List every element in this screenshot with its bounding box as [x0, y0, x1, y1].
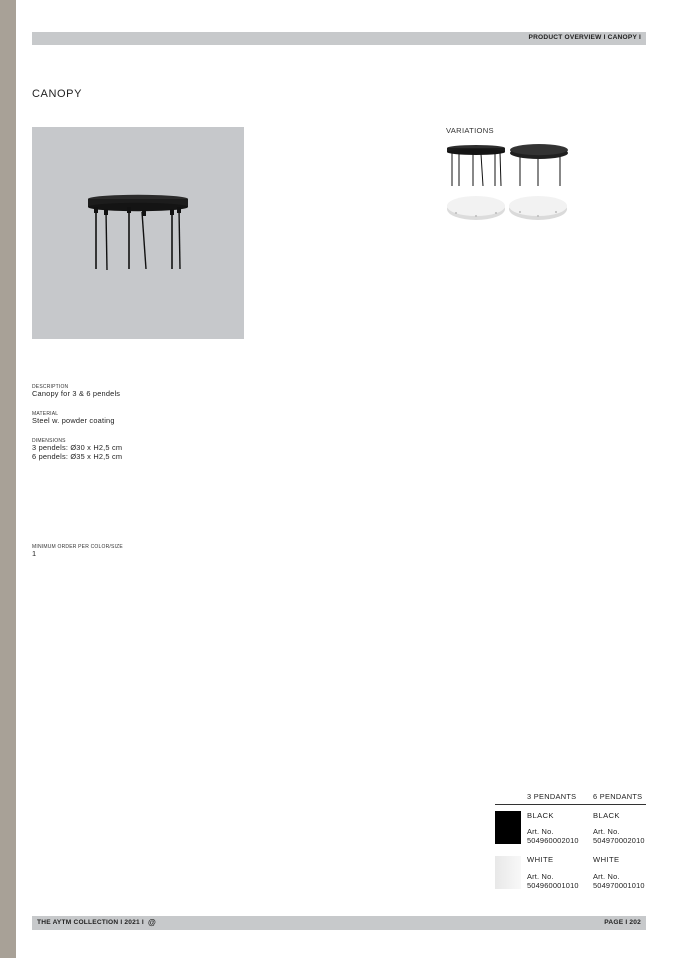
dimensions-line-1: 3 pendels: Ø30 x H2,5 cm [32, 443, 123, 452]
canopy-illustration [32, 127, 244, 339]
product-hero-image [32, 127, 244, 339]
row-white-col2-art-no: 504970001010 [593, 881, 645, 890]
row-white-col1-color: WHITE [527, 855, 554, 864]
row-black-col2-color: BLACK [593, 811, 620, 820]
variation-black-3 [510, 144, 568, 186]
row-black-col2-art-label: Art. No. [593, 827, 620, 836]
swatch-white [495, 856, 521, 889]
header-bar [32, 32, 646, 45]
variations-thumbnails [446, 140, 571, 226]
footer-page-number: PAGE I 202 [604, 919, 641, 926]
instagram-icon[interactable]: @ [148, 918, 156, 927]
swatch-black [495, 811, 521, 844]
col-header-6-pendants: 6 PENDANTS [593, 792, 643, 801]
description-value: Canopy for 3 & 6 pendels [32, 389, 121, 398]
row-black-col2-art-no: 504970002010 [593, 836, 645, 845]
footer-bar [32, 916, 646, 930]
row-white-col1-art-no: 504960001010 [527, 881, 579, 890]
row-white-col1-art-label: Art. No. [527, 872, 554, 881]
page-title: CANOPY [32, 88, 83, 100]
variation-white-3 [509, 196, 567, 220]
material-label: MATERIAL [32, 411, 59, 417]
row-white-col2-art-label: Art. No. [593, 872, 620, 881]
row-black-col1-art-no: 504960002010 [527, 836, 579, 845]
col-header-3-pendants: 3 PENDANTS [527, 792, 577, 801]
dimensions-line-2: 6 pendels: Ø35 x H2,5 cm [32, 451, 123, 461]
spec-description [32, 384, 120, 399]
side-strip [0, 0, 16, 958]
row-black-col1-art-label: Art. No. [527, 827, 554, 836]
variation-black-6 [447, 145, 505, 186]
header-divider [495, 804, 646, 805]
variation-white-6 [447, 196, 505, 220]
variations-label: VARIATIONS [446, 126, 494, 135]
header-breadcrumb: PRODUCT OVERVIEW I CANOPY I [528, 34, 641, 41]
footer-collection: THE AYTM COLLECTION I 2021 I [37, 919, 144, 926]
min-order-label: MINIMUM ORDER PER COLOR/SIZE [32, 544, 123, 550]
spec-dimensions [32, 438, 122, 461]
spec-material [32, 411, 115, 426]
variants-table [495, 790, 646, 895]
row-white-col2-color: WHITE [593, 855, 620, 864]
spec-min-order [32, 544, 123, 559]
material-value: Steel w. powder coating [32, 416, 115, 425]
description-label: DESCRIPTION [32, 384, 69, 390]
dimensions-label: DIMENSIONS [32, 438, 66, 444]
row-black-col1-color: BLACK [527, 811, 554, 820]
min-order-value: 1 [32, 549, 37, 558]
